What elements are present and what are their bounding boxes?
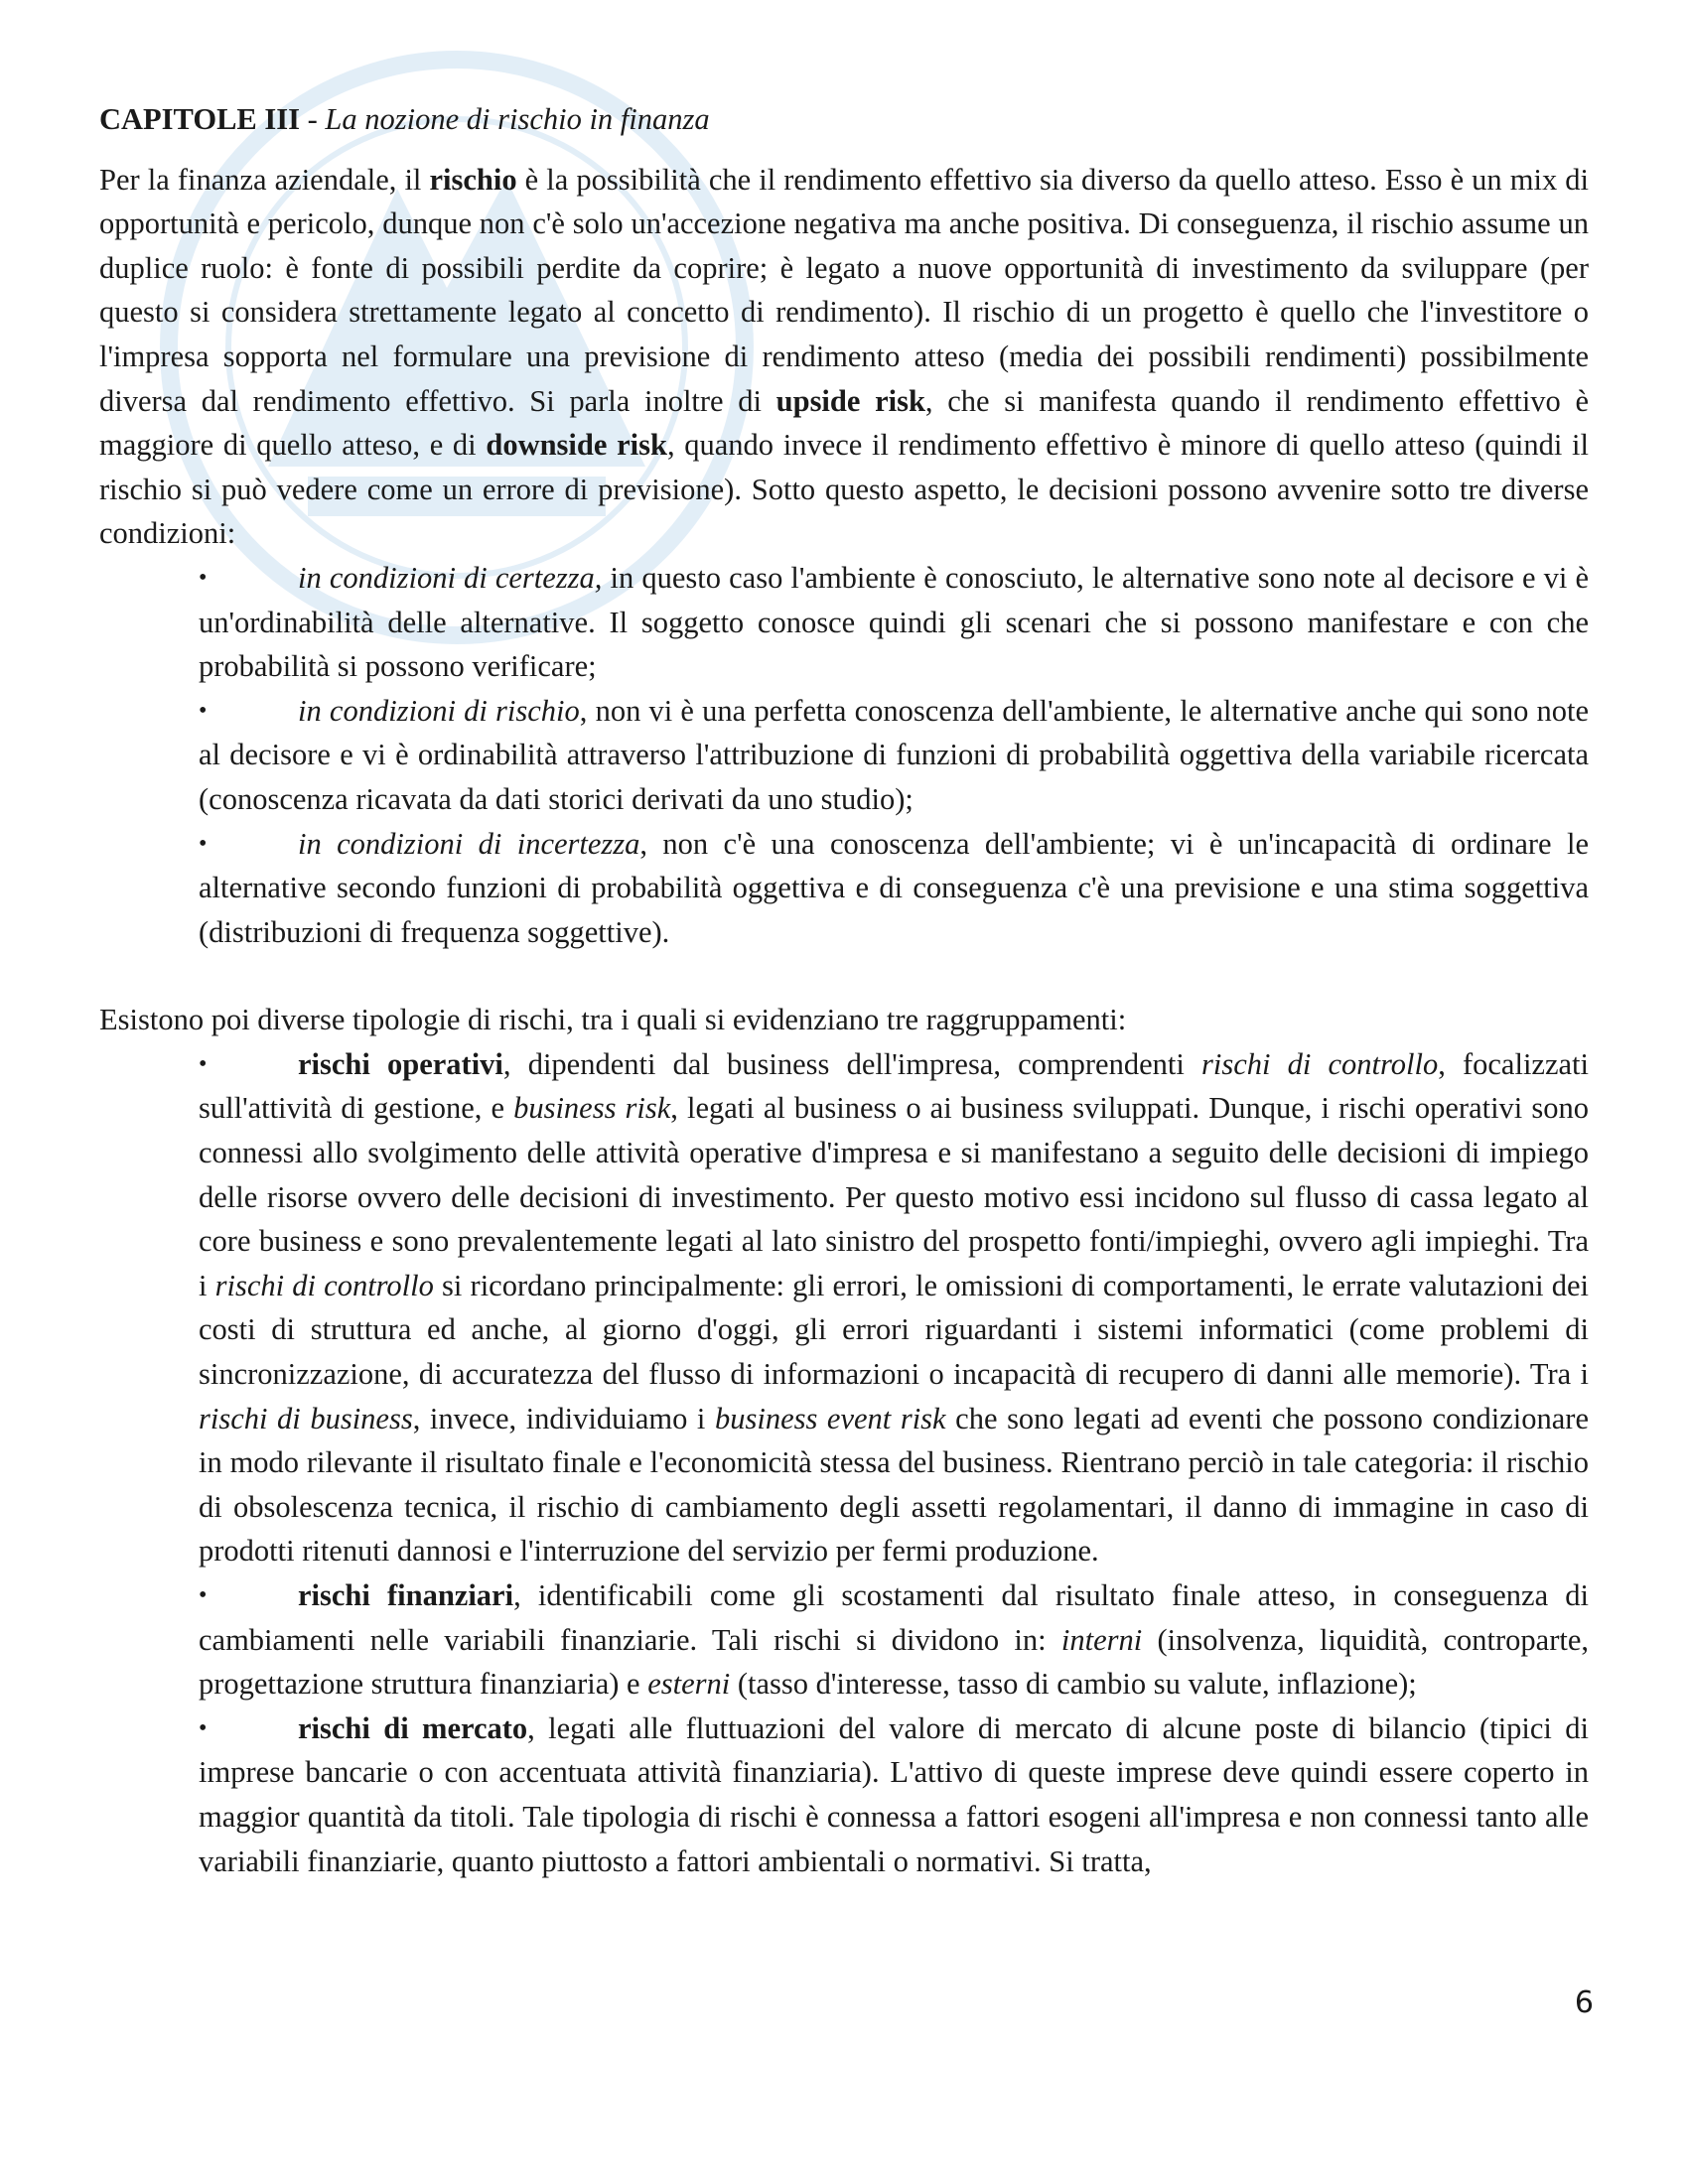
- italic-term: interni: [1060, 1622, 1143, 1657]
- page-number: 6: [1574, 1985, 1594, 2020]
- text-run: si ricordano principalmente: gli errori, le omissioni di comportamenti, le errate valutazioni dei costi di struttura ed anche, al giorno d'oggi, gli errori riguardanti i sistemi informatici (come problemi di sincronizzazione, di accuratezza del flusso di informazioni o incapacità di recupero di danni alle memorie). Tra i: [199, 1268, 1589, 1392]
- bullet-icon: •: [199, 1582, 208, 1608]
- bold-term-rischio: rischio: [429, 162, 517, 197]
- list-item-rischi-operativi: [199, 1042, 1589, 1573]
- italic-term: business event risk: [714, 1401, 946, 1435]
- paragraph-risk-definition: [99, 158, 1589, 556]
- chapter-heading: [99, 97, 1589, 142]
- list-item-rischio: [199, 689, 1589, 822]
- list-item-certezza: [199, 556, 1589, 689]
- text-run: , legati alle fluttuazioni del valore di mercato di alcune poste di bilancio (tipici di imprese bancarie o con accentuata attività finanziaria). L'attivo di queste imprese deve quindi essere coperto in maggior quantità da titoli. Tale tipologia di rischi è connessa a fattori esogeni all'impresa e non connessi tanto alle variabili finanziarie, quanto piuttosto a fattori ambientali o normativi. Si tratta,: [199, 1710, 1589, 1878]
- condition-term: in condizioni di certezza,: [298, 560, 603, 595]
- italic-term: esterni: [647, 1667, 731, 1702]
- heading-separator: -: [300, 102, 326, 136]
- bold-term-upside-risk: upside risk: [775, 383, 925, 418]
- bullet-icon: •: [199, 1050, 208, 1077]
- bold-term: rischi di mercato: [298, 1710, 528, 1745]
- text-run: Per la finanza aziendale, il: [99, 162, 430, 197]
- text-run: , focalizzati sull'attività di gestione, e: [199, 1046, 1589, 1126]
- bullet-icon: •: [199, 830, 208, 857]
- bullet-icon: •: [199, 564, 208, 591]
- text-run: (tasso d'interesse, tasso di cambio su valute, inflazione);: [730, 1667, 1417, 1702]
- risk-types-list: [99, 1042, 1589, 1883]
- text-run: , invece, individuiamo i: [412, 1401, 715, 1435]
- italic-term: rischi di controllo: [1200, 1046, 1439, 1081]
- text-run: , quando invece il rendimento effettivo è minore di quello atteso (quindi il rischio si può vedere come un errore di previsione). Sotto questo aspetto, le decisioni possono avvenire sotto tre diverse condizioni:: [99, 428, 1590, 551]
- italic-term: rischi di controllo: [214, 1268, 434, 1302]
- bold-term-downside-risk: downside risk: [486, 428, 667, 463]
- page-content: [99, 97, 1589, 1883]
- bold-term: rischi operativi: [298, 1046, 503, 1081]
- text-run: (insolvenza, liquidità, controparte, progettazione struttura finanziaria) e: [199, 1622, 1589, 1702]
- list-item-rischi-di-mercato: [199, 1706, 1589, 1883]
- text-run: è la possibilità che il rendimento effettivo sia diverso da quello atteso. Esso è un mix di opportunità e pericolo, dunque non c'è solo un'accezione negativa ma anche positiva. Di conseguenza, il rischio assume un duplice ruolo: è fonte di possibili perdite da coprire; è legato a nuove opportunità di investimento da sviluppare (per questo si considera strettamente legato al concetto di rendimento). Il rischio di un progetto è quello che l'investitore o l'impresa sopporta nel formulare una previsione di rendimento atteso (media dei possibili rendimenti) possibilmente diversa dal rendimento effettivo. Si parla inoltre di: [99, 162, 1589, 418]
- bullet-icon: •: [199, 1714, 208, 1741]
- bullet-icon: •: [199, 697, 208, 724]
- bold-term: rischi finanziari: [298, 1578, 514, 1612]
- condition-term: in condizioni di rischio: [298, 693, 580, 728]
- text-run: , che si manifesta quando il rendimento effettivo è maggiore di quello atteso, e di: [99, 383, 1589, 463]
- list-item-incertezza: [199, 822, 1589, 955]
- italic-term: business risk: [513, 1091, 671, 1126]
- conditions-list: [99, 556, 1589, 954]
- text-run: , identificabili come gli scostamenti dal risultato finale atteso, in conseguenza di cambiamenti nelle variabili finanziarie. Tali rischi si dividono in:: [199, 1578, 1589, 1657]
- text-run: , legati al business o ai business sviluppati. Dunque, i rischi operativi sono connessi allo svolgimento delle attività operative d'impresa e si manifestano a seguito delle decisioni di impiego delle risorse ovvero delle decisioni di investimento. Per questo motivo essi incidono sul flusso di cassa legato al core business e sono prevalentemente legati al lato sinistro del prospetto fonti/impieghi, ovvero agli impieghi. Tra i: [199, 1091, 1589, 1302]
- chapter-number: CAPITOLE III: [99, 102, 300, 136]
- italic-term: rischi di business: [199, 1401, 413, 1435]
- text-run: , dipendenti dal business dell'impresa, comprendenti: [502, 1046, 1201, 1081]
- condition-text: in questo caso l'ambiente è conosciuto, le alternative sono note al decisore e vi è un'ordinabilità delle alternative. Il soggetto conosce quindi gli scenari che si possono manifestare e con che probabilità si possono verificare;: [199, 560, 1589, 684]
- chapter-title: La nozione di rischio in finanza: [325, 102, 710, 136]
- list-item-rischi-finanziari: [199, 1573, 1589, 1706]
- condition-term: in condizioni di incertezza: [298, 826, 640, 861]
- paragraph-risk-types-intro: Esistono poi diverse tipologie di rischi, tra i quali si evidenziano tre raggruppamenti:: [99, 1003, 1127, 1037]
- condition-text: , non c'è una conoscenza dell'ambiente; vi è un'incapacità di ordinare le alternative secondo funzioni di probabilità oggettiva e di conseguenza c'è una previsione e una stima soggettiva (distribuzioni di frequenza soggettive).: [199, 826, 1589, 949]
- condition-text: , non vi è una perfetta conoscenza dell'ambiente, le alternative anche qui sono note al decisore e vi è ordinabilità attraverso l'attribuzione di funzioni di probabilità oggettiva della variabile ricercata (conoscenza ricavata da dati storici derivati da uno studio);: [199, 693, 1590, 816]
- text-run: che sono legati ad eventi che possono condizionare in modo rilevante il risultato finale e l'economicità stessa del business. Rientrano perciò in tale categoria: il rischio di obsolescenza tecnica, il rischio di cambiamento degli assetti regolamentari, il danno di immagine in caso di prodotti ritenuti dannosi e l'interruzione del servizio per fermi produzione.: [199, 1401, 1589, 1569]
